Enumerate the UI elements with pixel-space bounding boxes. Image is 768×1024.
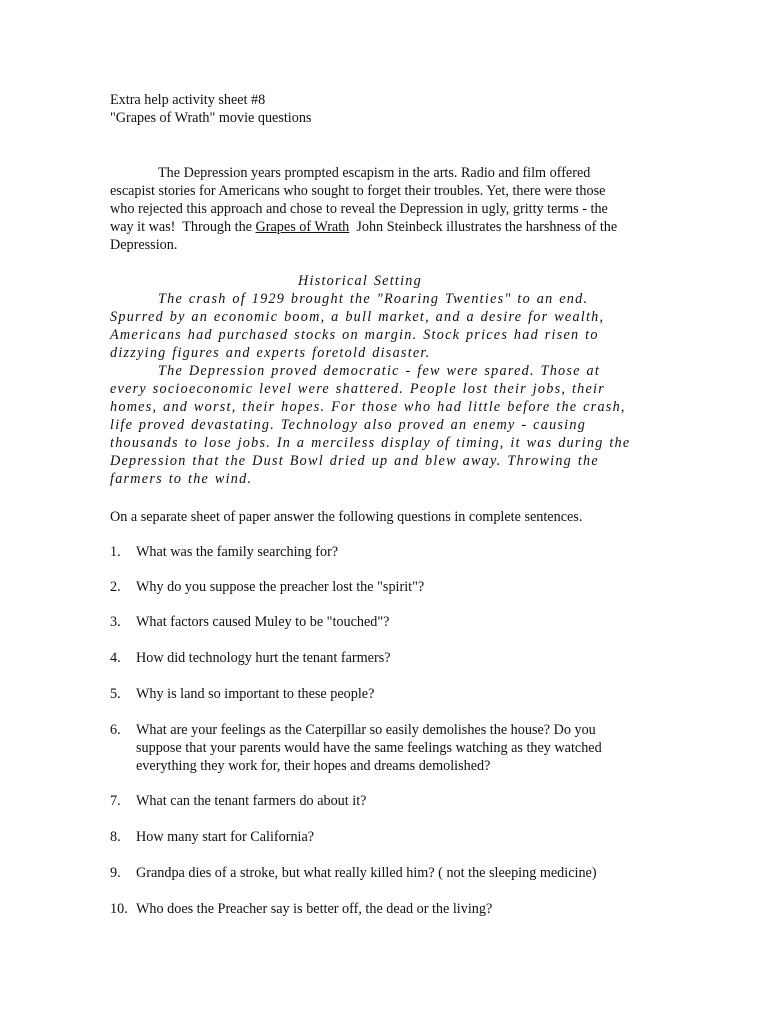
question-text: everything they work for, their hopes and dreams demolished? bbox=[136, 758, 491, 774]
sheet-subtitle: "Grapes of Wrath" movie questions bbox=[110, 110, 312, 126]
question-number: 7. bbox=[110, 793, 121, 809]
question-number: 2. bbox=[110, 579, 121, 595]
section-heading: Historical Setting bbox=[298, 273, 422, 289]
history-line: homes, and worst, their hopes. For those who had little before the crash, bbox=[110, 399, 626, 415]
question-number: 4. bbox=[110, 650, 121, 666]
history-line: Americans had purchased stocks on margin. Stock prices had risen to bbox=[110, 327, 599, 343]
history-line: farmers to the wind. bbox=[110, 471, 253, 487]
history-line: thousands to lose jobs. In a merciless display of timing, it was during the bbox=[110, 435, 631, 451]
intro-line: who rejected this approach and chose to reveal the Depression in ugly, gritty terms - the bbox=[110, 201, 608, 217]
history-line: Spurred by an economic boom, a bull market, and a desire for wealth, bbox=[110, 309, 605, 325]
question-text: What can the tenant farmers do about it? bbox=[136, 793, 367, 809]
history-line: dizzying figures and experts foretold disaster. bbox=[110, 345, 431, 361]
book-title: Grapes of Wrath bbox=[255, 219, 350, 235]
question-text: Who does the Preacher say is better off, the dead or the living? bbox=[136, 901, 493, 917]
intro-text: way it was! Through the bbox=[110, 219, 256, 235]
question-number: 3. bbox=[110, 614, 121, 630]
history-line: every socioeconomic level were shattered. People lost their jobs, their bbox=[110, 381, 606, 397]
question-number: 10. bbox=[110, 901, 128, 917]
history-line: life proved devastating. Technology also proved an enemy - causing bbox=[110, 417, 587, 433]
question-text: suppose that your parents would have the same feelings watching as they watched bbox=[136, 740, 602, 756]
intro-text: John Steinbeck illustrates the harshness of the bbox=[349, 219, 618, 235]
question-number: 8. bbox=[110, 829, 121, 845]
history-line: The Depression proved democratic - few were spared. Those at bbox=[158, 363, 601, 379]
history-line: The crash of 1929 brought the "Roaring Twenties" to an end. bbox=[158, 291, 589, 307]
question-text: Grandpa dies of a stroke, but what really killed him? ( not the sleeping medicine) bbox=[136, 865, 597, 881]
question-text: What are your feelings as the Caterpillar so easily demolishes the house? Do you bbox=[136, 722, 596, 738]
question-number: 6. bbox=[110, 722, 121, 738]
intro-line: escapist stories for Americans who sought to forget their troubles. Yet, there were those bbox=[110, 183, 606, 199]
question-text: Why is land so important to these people? bbox=[136, 686, 375, 702]
question-text: What factors caused Muley to be "touched"? bbox=[136, 614, 390, 630]
intro-line bbox=[110, 218, 617, 236]
question-text: How did technology hurt the tenant farmers? bbox=[136, 650, 391, 666]
question-text: What was the family searching for? bbox=[136, 544, 339, 560]
question-number: 5. bbox=[110, 686, 121, 702]
question-number: 1. bbox=[110, 544, 121, 560]
question-text: Why do you suppose the preacher lost the "spirit"? bbox=[136, 579, 425, 595]
question-number: 9. bbox=[110, 865, 121, 881]
sheet-title: Extra help activity sheet #8 bbox=[110, 92, 266, 108]
history-line: Depression that the Dust Bowl dried up and blew away. Throwing the bbox=[110, 453, 599, 469]
intro-line: The Depression years prompted escapism in the arts. Radio and film offered bbox=[158, 165, 591, 181]
intro-line: Depression. bbox=[110, 237, 178, 253]
question-text: How many start for California? bbox=[136, 829, 315, 845]
instructions: On a separate sheet of paper answer the following questions in complete sentences. bbox=[110, 509, 583, 525]
